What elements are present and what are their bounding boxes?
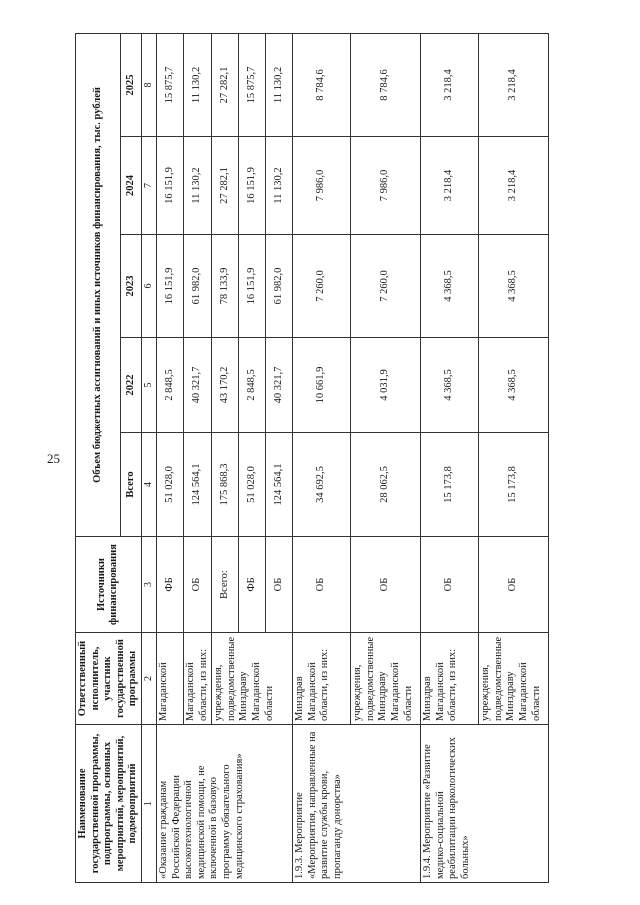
header-name: Наименование государственной программы, подпрограммы, основных мероприятий, мероприятий, подмероприятий <box>76 725 142 883</box>
value-cell: 27 282,1 <box>212 33 239 136</box>
executor-cell: учреждения, подведомственные Минздраву Магаданской области <box>479 633 549 725</box>
value-cell: 124 564,1 <box>266 433 293 537</box>
executor-cell: Минздрав Магаданской области, из них: <box>293 633 351 725</box>
value-cell: 61 982,0 <box>183 235 211 338</box>
group-name: 1.9.3. Мероприятие «Мероприятия, направленные на развитие службы крови, пропаганду донорства» <box>293 725 421 883</box>
value-cell: 3 218,4 <box>421 33 479 136</box>
value-cell: 11 130,2 <box>183 137 211 235</box>
value-cell: 8 784,6 <box>351 33 421 136</box>
header-year-2024: 2024 <box>121 137 142 235</box>
value-cell: 16 151,9 <box>239 235 266 338</box>
value-cell: 78 133,9 <box>212 235 239 338</box>
value-cell: 4 368,5 <box>479 235 549 338</box>
value-cell: 3 218,4 <box>479 137 549 235</box>
value-cell: 124 564,1 <box>183 433 211 537</box>
executor-cell: учреждения, подведомственные Минздраву Магаданской области <box>351 633 421 725</box>
value-cell: 10 661,9 <box>293 338 351 433</box>
value-cell: 51 028,0 <box>156 433 183 537</box>
value-cell: 7 986,0 <box>351 137 421 235</box>
index-cell: 8 <box>141 33 156 136</box>
index-cell: 5 <box>141 338 156 433</box>
index-cell: 2 <box>141 633 156 725</box>
header-volume: Объем бюджетных ассигнований и иных источников финансирования, тыс. рублей <box>76 33 121 536</box>
executor-cell: Магаданской <box>156 633 183 725</box>
value-cell: 4 368,5 <box>479 338 549 433</box>
value-cell: 34 692,5 <box>293 433 351 537</box>
header-source: Источники финансирования <box>76 537 142 633</box>
value-cell: 8 784,6 <box>293 33 351 136</box>
header-year-2025: 2025 <box>121 33 142 136</box>
value-cell: 61 982,0 <box>266 235 293 338</box>
value-cell: 16 151,9 <box>156 235 183 338</box>
value-cell: 7 260,0 <box>293 235 351 338</box>
executor-cell: учреждения, подведомственные Минздраву Магаданской области <box>212 633 293 725</box>
header-year-total: Всего <box>121 433 142 537</box>
value-cell: 27 282,1 <box>212 137 239 235</box>
value-cell: 40 321,7 <box>266 338 293 433</box>
financing-table <box>75 33 549 883</box>
value-cell: 15 875,7 <box>239 33 266 136</box>
header-executor: Ответственный исполнитель, участник государственной программы <box>76 633 142 725</box>
value-cell: 11 130,2 <box>266 137 293 235</box>
value-cell: 28 062,5 <box>351 433 421 537</box>
value-cell: 7 986,0 <box>293 137 351 235</box>
value-cell: 15 173,8 <box>421 433 479 537</box>
header-year-2022: 2022 <box>121 338 142 433</box>
header-year-2023: 2023 <box>121 235 142 338</box>
value-cell: 3 218,4 <box>479 33 549 136</box>
index-cell: 3 <box>141 537 156 633</box>
value-cell: 51 028,0 <box>239 433 266 537</box>
executor-cell: Магаданской области, из них: <box>183 633 211 725</box>
value-cell: 40 321,7 <box>183 338 211 433</box>
group-name: «Оказание гражданам Российской Федерации высокотехнологичной медицинской помощи, не включенной в базовую программу обязательного медицинского страхования» <box>156 725 292 883</box>
source-cell: ОБ <box>293 537 351 633</box>
source-cell: ОБ <box>351 537 421 633</box>
value-cell: 4 368,5 <box>421 338 479 433</box>
value-cell: 3 218,4 <box>421 137 479 235</box>
value-cell: 4 368,5 <box>421 235 479 338</box>
index-cell: 6 <box>141 235 156 338</box>
value-cell: 15 875,7 <box>156 33 183 136</box>
value-cell: 2 848,5 <box>156 338 183 433</box>
value-cell: 11 130,2 <box>266 33 293 136</box>
source-cell: ОБ <box>183 537 211 633</box>
source-cell: ФБ <box>239 537 266 633</box>
executor-cell: Минздрав Магаданской области, из них: <box>421 633 479 725</box>
group-name: 1.9.4. Мероприятие «Развитие медико-социальной реабилитации наркологических больных» <box>421 725 549 883</box>
source-cell: ФБ <box>156 537 183 633</box>
value-cell: 16 151,9 <box>239 137 266 235</box>
source-cell: ОБ <box>266 537 293 633</box>
index-cell: 4 <box>141 433 156 537</box>
value-cell: 16 151,9 <box>156 137 183 235</box>
value-cell: 2 848,5 <box>239 338 266 433</box>
rotated-table-area <box>75 34 625 883</box>
source-cell: ОБ <box>421 537 479 633</box>
value-cell: 15 173,8 <box>479 433 549 537</box>
value-cell: 4 031,9 <box>351 338 421 433</box>
value-cell: 175 868,3 <box>212 433 239 537</box>
value-cell: 11 130,2 <box>183 33 211 136</box>
value-cell: 7 260,0 <box>351 235 421 338</box>
source-cell: ОБ <box>479 537 549 633</box>
index-cell: 1 <box>141 725 156 883</box>
source-cell: Всего: <box>212 537 239 633</box>
page-number: 25 <box>47 451 60 466</box>
value-cell: 43 170,2 <box>212 338 239 433</box>
index-cell: 7 <box>141 137 156 235</box>
